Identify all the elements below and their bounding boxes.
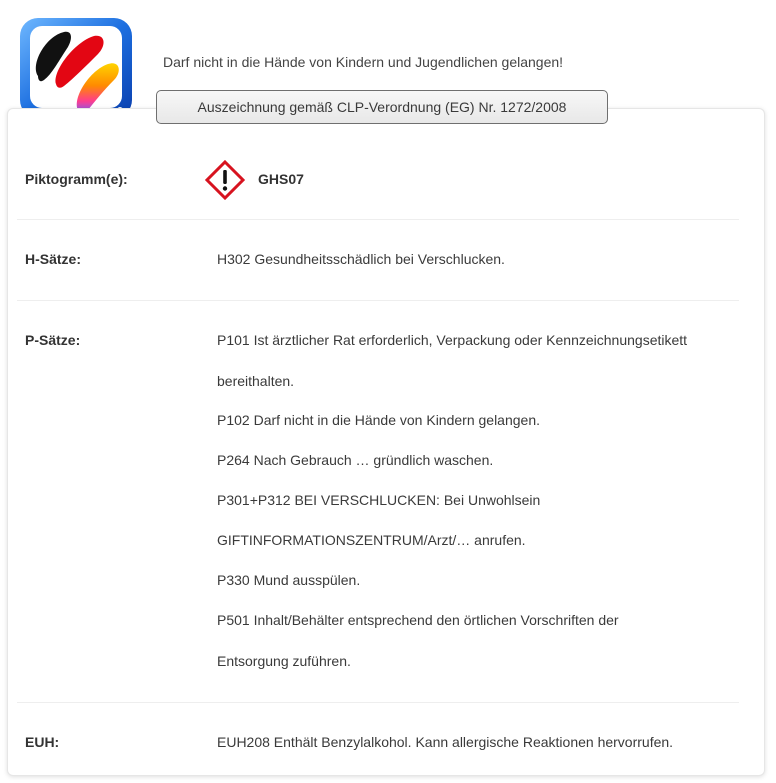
p-statement-line: P501 Inhalt/Behälter entsprechend den örtlichen Vorschriften der — [217, 612, 619, 628]
euh-statements-label: EUH: — [25, 734, 60, 750]
p-statements-label: P-Sätze: — [25, 332, 81, 348]
clp-regulation-badge: Auszeichnung gemäß CLP-Verordnung (EG) Nr. 1272/2008 — [156, 90, 608, 124]
row-divider — [17, 702, 739, 703]
pictogram-label: Piktogramm(e): — [25, 171, 128, 187]
p-statement-line: P101 Ist ärztlicher Rat erforderlich, Verpackung oder Kennzeichnungsetikett — [217, 332, 688, 348]
p-statement-line: P102 Darf nicht in die Hände von Kindern gelangen. — [217, 412, 540, 428]
ghs-code: GHS07 — [258, 171, 304, 187]
p-statement-line: P264 Nach Gebrauch … gründlich waschen. — [217, 452, 494, 468]
p-statement-line: Entsorgung zuführen. — [217, 653, 351, 669]
ghs07-exclamation-icon — [205, 160, 245, 200]
p-statement-line: P330 Mund ausspülen. — [217, 572, 361, 588]
row-divider — [17, 219, 739, 220]
p-statement-line: GIFTINFORMATIONSZENTRUM/Arzt/… anrufen. — [217, 532, 526, 548]
h-statements-label: H-Sätze: — [25, 251, 82, 267]
clp-label-card — [7, 108, 765, 776]
euh-statement: EUH208 Enthält Benzylalkohol. Kann allergische Reaktionen hervorrufen. — [217, 734, 674, 750]
p-statement-line: bereithalten. — [217, 373, 295, 389]
p-statement-line: P301+P312 BEI VERSCHLUCKEN: Bei Unwohlsein — [217, 492, 541, 508]
row-divider — [17, 300, 739, 301]
child-safety-warning: Darf nicht in die Hände von Kindern und Jugendlichen gelangen! — [163, 54, 564, 70]
h-statement: H302 Gesundheitsschädlich bei Verschlucken. — [217, 251, 505, 267]
